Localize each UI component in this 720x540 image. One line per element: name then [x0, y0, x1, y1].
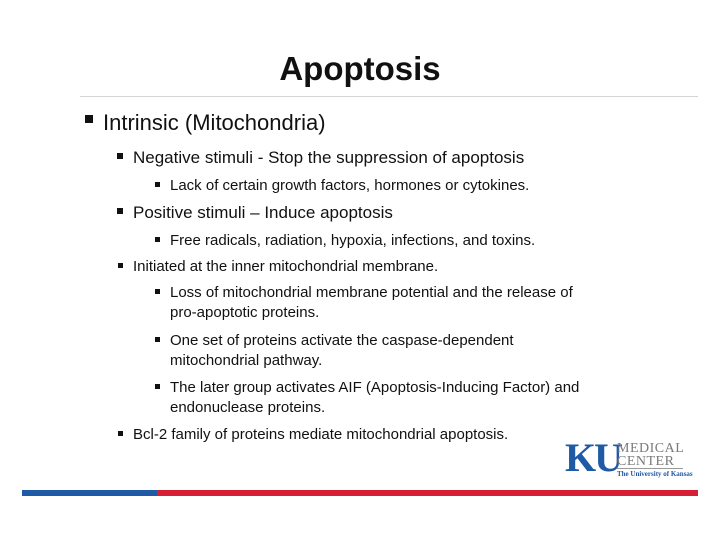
bullet-positive-stimuli: Positive stimuli – Induce apoptosis	[133, 203, 393, 222]
logo-subtitle: The University of Kansas	[617, 470, 693, 478]
logo-word-center: CENTER	[617, 454, 675, 469]
bullet-intrinsic: Intrinsic (Mitochondria)	[103, 110, 326, 135]
square-bullet-icon	[85, 115, 93, 123]
footer-bar-blue	[22, 490, 157, 496]
bullet-membrane-potential-line1: Loss of mitochondrial membrane potential and the release of	[170, 284, 573, 301]
square-bullet-icon	[117, 208, 123, 214]
logo-word-medical: MEDICAL	[617, 441, 685, 456]
bullet-caspase-line2: mitochondrial pathway.	[170, 352, 323, 369]
slide-title: Apoptosis	[279, 50, 441, 87]
square-bullet-icon	[155, 337, 160, 342]
bullet-negative-stimuli: Negative stimuli - Stop the suppression of apoptosis	[133, 148, 525, 167]
bullet-aif-line1: The later group activates AIF (Apoptosis-Inducing Factor) and	[170, 379, 580, 396]
bullet-bcl2: Bcl-2 family of proteins mediate mitochondrial apoptosis.	[133, 426, 509, 443]
square-bullet-icon	[118, 431, 123, 436]
bullet-aif-line2: endonuclease proteins.	[170, 399, 326, 416]
title-divider	[80, 96, 698, 97]
square-bullet-icon	[117, 153, 123, 159]
logo-divider	[617, 468, 683, 469]
square-bullet-icon	[155, 289, 160, 294]
bullet-lack-growth-factors: Lack of certain growth factors, hormones or cytokines.	[170, 177, 530, 194]
bullet-free-radicals: Free radicals, radiation, hypoxia, infections, and toxins.	[170, 232, 536, 249]
bullet-caspase-line1: One set of proteins activate the caspase-dependent	[170, 332, 514, 349]
square-bullet-icon	[155, 237, 160, 242]
ku-medical-center-logo	[565, 435, 693, 485]
square-bullet-icon	[155, 182, 160, 187]
logo-ku-mark: KU	[565, 435, 621, 480]
footer-bar-red	[157, 490, 698, 496]
bullet-inner-membrane: Initiated at the inner mitochondrial membrane.	[133, 258, 439, 275]
bullet-membrane-potential-line2: pro-apoptotic proteins.	[170, 304, 320, 321]
square-bullet-icon	[155, 384, 160, 389]
square-bullet-icon	[118, 263, 123, 268]
